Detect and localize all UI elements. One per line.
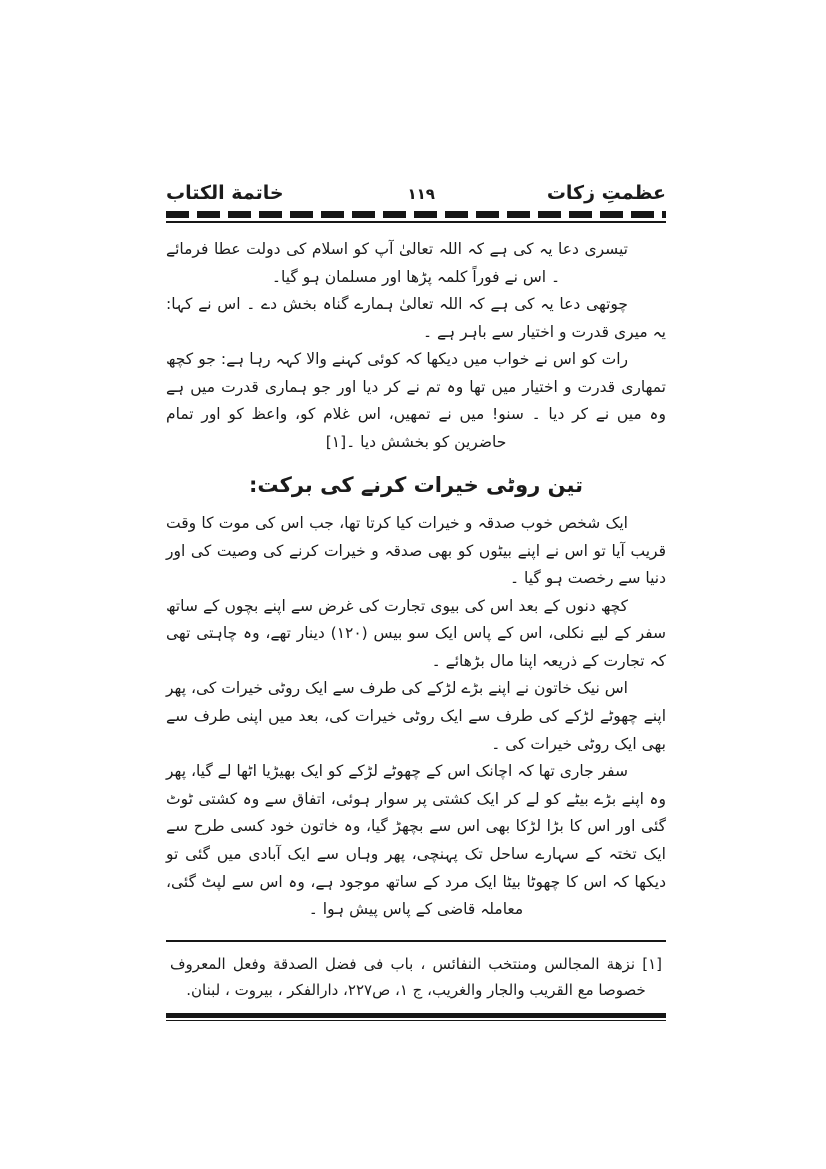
page-body <box>166 236 666 924</box>
page-end-rule-thick <box>166 1013 666 1018</box>
paragraph-charity-man: ایک شخص خوب صدقہ و خیرات کیا کرتا تھا، جب اس کی موت کا وقت قریب آیا تو اس نے اپنے بیٹوں کو بھی صدقہ و خیرات کرنے کی وصیت کی اور دنیا سے رخصت ہو گیا ۔ <box>166 514 666 588</box>
paragraph-fourth-dua: چوتھی دعا یہ کی ہے کہ اللہ تعالیٰ ہمارے گناہ بخش دے ۔ اس نے کہا: یہ میری قدرت و اختیار سے باہر ہے ۔ <box>166 295 666 341</box>
paragraph-dream: رات کو اس نے خواب میں دیکھا کہ کوئی کہنے والا کہہ رہا ہے: جو کچھ تمھاری قدرت و اختیار میں تھا وہ تم نے کر دیا اور جو ہماری قدرت میں ہے وہ میں نے کر دیا ۔ سنو! میں نے تمھیں، اس غلام کو، واعظ کو اور تمام حاضرین کو بخشش دیا ۔[۱] <box>166 350 666 452</box>
page-number: ۱۱۹ <box>407 185 435 203</box>
header-divider-rule <box>166 221 666 223</box>
footnote-area <box>166 940 666 1022</box>
paragraph-three-breads: اس نیک خاتون نے اپنے بڑے لڑکے کی طرف سے ایک روٹی خیرات کی، پھر اپنے چھوٹے لڑکے کی طرف سے ایک روٹی خیرات کی، بعد میں اپنی طرف سے بھی ایک روٹی خیرات کی ۔ <box>166 679 666 753</box>
header-divider-dashed <box>166 211 666 218</box>
footnote-text: [۱] نزهة المجالس ومنتخب النفائس ، باب فى فضل الصدقة وفعل المعروف خصوصا مع القريب والجار والغريب، ج ۱، ص۲۲۷، دارالفكر ، بيروت ، لبنان. <box>170 954 662 999</box>
paragraph-third-dua: تیسری دعا یہ کی ہے کہ اللہ تعالیٰ آپ کو اسلام کی دولت عطا فرمائے ۔ اس نے فوراً کلمہ پڑھا اور مسلمان ہو گیا۔ <box>166 240 628 286</box>
footnote-divider <box>166 940 666 942</box>
section-heading: تین روٹی خیرات کرنے کی برکت: <box>249 472 583 497</box>
page-end-rule-thin <box>166 1020 666 1021</box>
paragraph-shipwreck: سفر جاری تھا کہ اچانک اس کے چھوٹے لڑکے کو ایک بھیڑیا اٹھا لے گیا، پھر وہ اپنے بڑے بیٹے کو لے کر ایک کشتی پر سوار ہوئی، اتفاق سے وہ کشتی ٹوٹ گئی اور اس کا بڑا لڑکا بھی اس سے بچھڑ گیا، وہ خاتون خود کسی طرح سے ایک تختہ کے سہارے ساحل تک پہنچی، پھر وہاں سے ایک آبادی میں گئی تو دیکھا کہ اس کا چھوٹا بیٹا ایک مرد کے ساتھ موجود ہے، وہ اس سے لپٹ گئی، معاملہ قاضی کے پاس پیش ہوا ۔ <box>166 762 666 919</box>
page-header <box>166 182 666 204</box>
header-book-title: عظمتِ زکات <box>546 182 666 204</box>
header-chapter-title: خاتمة الکتاب <box>166 182 284 204</box>
paragraph-widow-journey: کچھ دنوں کے بعد اس کی بیوی تجارت کی غرض سے اپنے بچوں کے ساتھ سفر کے لیے نکلی، اس کے پاس ایک سو بیس (۱۲۰) دینار تھے، وہ چاہتی تھی کہ تجارت کے ذریعہ اپنا مال بڑھائے ۔ <box>166 596 666 670</box>
